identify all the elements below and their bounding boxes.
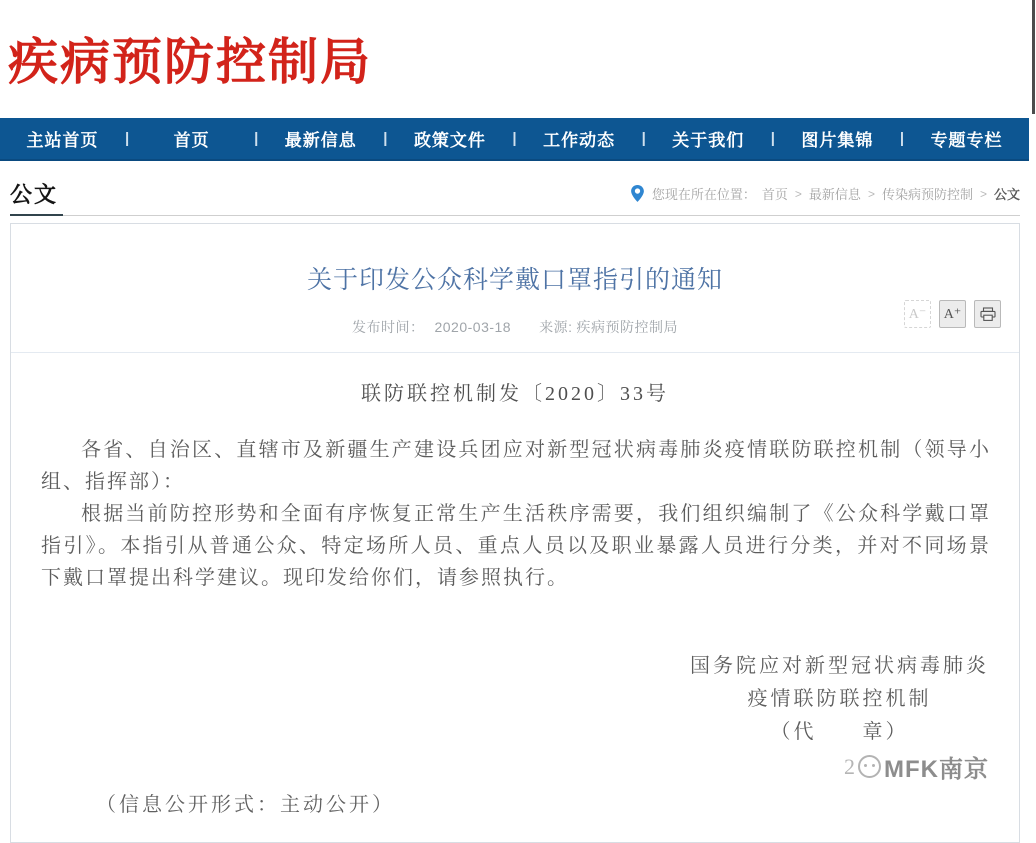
font-increase-button[interactable]: A⁺ <box>939 300 966 328</box>
article-title: 关于印发公众科学戴口罩指引的通知 <box>306 266 723 294</box>
print-button[interactable] <box>974 300 1001 328</box>
watermark-text: MFK南京 <box>884 756 989 783</box>
document-body <box>41 434 991 594</box>
document-paragraph: 各省、自治区、直辖市及新疆生产建设兵团应对新型冠状病毒肺炎疫情联防联控机制（领导小组、指挥部）： <box>41 439 991 493</box>
nav-separator: | <box>124 130 130 147</box>
nav-item[interactable]: 政策文件 <box>413 131 486 150</box>
signature-line: 疫情联防联控机制 <box>747 688 932 710</box>
location-pin-icon <box>631 185 644 202</box>
source-value: 疾病预防控制局 <box>576 319 678 335</box>
nav-item[interactable]: 关于我们 <box>672 131 745 150</box>
breadcrumb-link[interactable]: 公文 <box>993 187 1020 202</box>
breadcrumb <box>631 184 1020 215</box>
site-header <box>0 0 1036 118</box>
nav-item[interactable]: 工作动态 <box>543 131 616 150</box>
document-number: 联防联控机制发〔2020〕33号 <box>361 383 669 405</box>
publish-time-label: 发布时间： <box>351 319 425 335</box>
nav-separator: | <box>641 130 646 147</box>
watermark-logo-icon <box>858 755 881 778</box>
nav-separator: | <box>512 130 517 147</box>
nav-item[interactable]: 首页 <box>173 131 210 150</box>
breadcrumb-link[interactable]: 首页 <box>761 187 788 202</box>
nav-separator: | <box>254 130 259 147</box>
breadcrumb-list <box>762 184 1020 203</box>
disclosure-note: （信息公开形式：主动公开） <box>96 794 395 816</box>
signature-date-row <box>844 749 989 784</box>
breadcrumb-link[interactable]: 最新信息 <box>808 187 861 202</box>
article-toolbar <box>904 300 1001 328</box>
nav-separator: | <box>770 130 775 147</box>
section-bar <box>10 170 1020 216</box>
document-paragraph: 根据当前防控形势和全面有序恢复正常生产生活秩序需要，我们组织编制了《公众科学戴口罩指引》。本指引从普通公众、特定场所人员、重点人员以及职业暴露人员进行分类，并对不同场景下戴口罩提出科学建议。现印发给你们，请参照执行。 <box>41 503 991 589</box>
nav-separator: | <box>383 130 388 147</box>
breadcrumb-separator: > <box>979 186 987 201</box>
site-logo: 疾病预防控制局 <box>8 34 372 90</box>
nav-item[interactable]: 图片集锦 <box>801 131 874 150</box>
signature-block <box>11 650 1019 784</box>
source-label: 来源: <box>539 319 573 335</box>
article-panel <box>10 223 1020 843</box>
printer-icon <box>980 307 996 322</box>
publish-date: 2020-03-18 <box>434 319 512 335</box>
signature-line: 国务院应对新型冠状病毒肺炎 <box>690 655 989 677</box>
breadcrumb-separator: > <box>867 186 875 201</box>
breadcrumb-link[interactable]: 传染病预防控制 <box>881 187 973 202</box>
font-decrease-button[interactable]: A⁻ <box>904 300 931 328</box>
nav-item[interactable]: 专题专栏 <box>930 131 1003 150</box>
signature-line: （代 章） <box>770 721 909 743</box>
breadcrumb-separator: > <box>794 186 802 201</box>
nav-item[interactable]: 最新信息 <box>284 131 357 150</box>
nav-separator: | <box>899 130 905 147</box>
window-edge-strip <box>1032 0 1035 114</box>
section-heading[interactable]: 公文 <box>10 178 63 216</box>
main-nav <box>0 118 1029 161</box>
nav-item[interactable]: 主站首页 <box>26 131 99 150</box>
breadcrumb-prefix: 您现在所在位置： <box>651 187 756 202</box>
signature-date-fragment: 2 <box>844 753 856 779</box>
meta-divider <box>11 352 1019 353</box>
signature-lines <box>690 650 989 749</box>
article-meta <box>11 317 1019 337</box>
